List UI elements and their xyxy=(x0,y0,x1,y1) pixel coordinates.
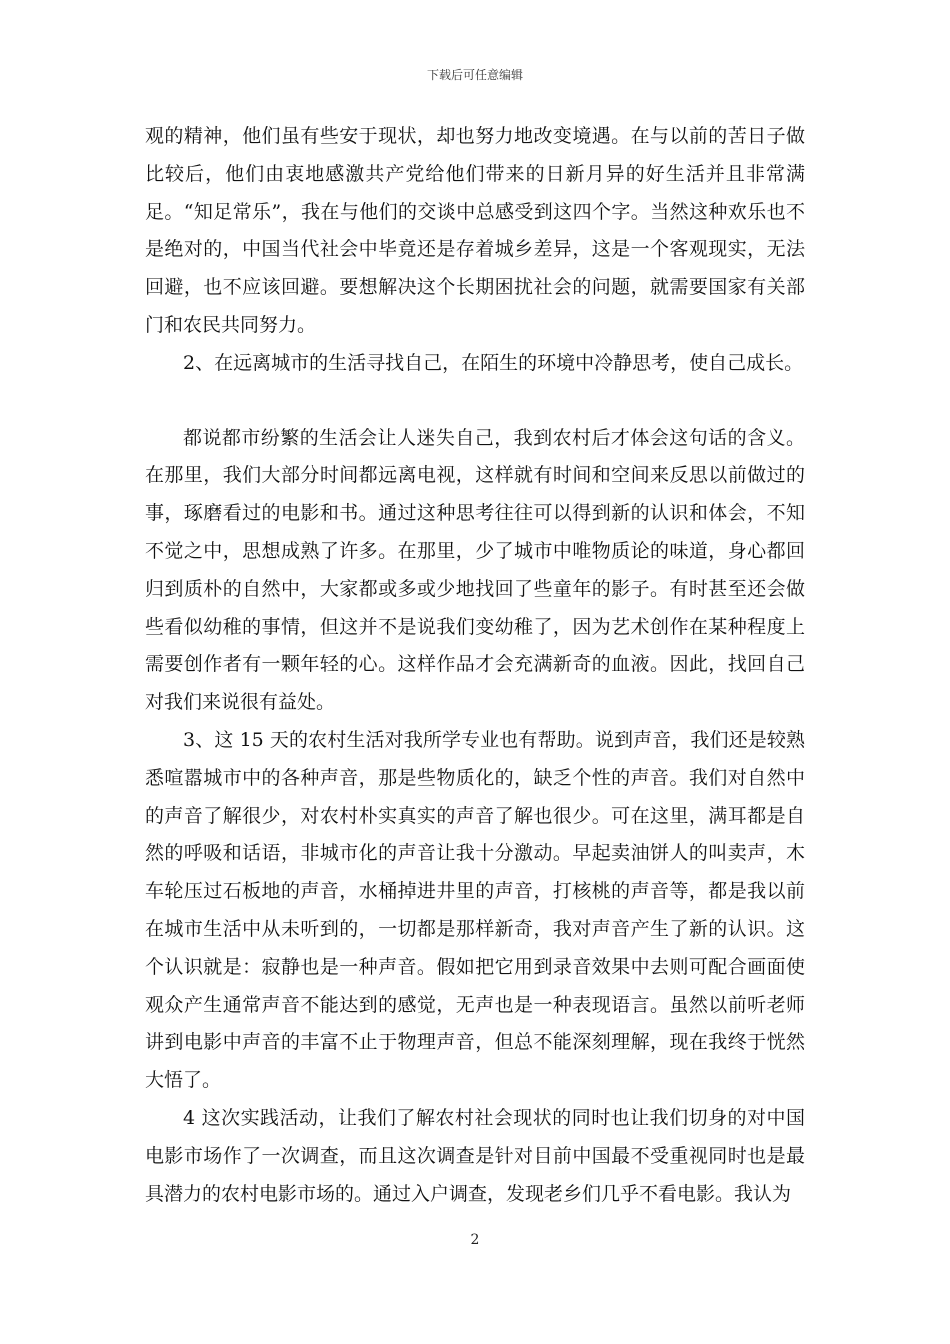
page-header-note: 下载后可任意编辑 xyxy=(426,68,523,82)
page-number: 2 xyxy=(470,1232,480,1248)
document-body xyxy=(145,118,805,1213)
paragraph-continuation: 观的精神，他们虽有些安于现状，却也努力地改变境遇。在与以前的苦日子做比较后，他们由衷地感激共产党给他们带来的日新月异的好生活并且非常满足。“知足常乐”，我在与他们的交谈中总感受到这四个字。当然这种欢乐也不是绝对的，中国当代社会中毕竟还是存着城乡差异，这是一个客观现实，无法回避，也不应该回避。要想解决这个长期困扰社会的问题，就需要国家有关部门和农民共同努力。 xyxy=(145,125,805,336)
paragraph-point-4-film-market: 4 这次实践活动，让我们了解农村社会现状的同时也让我们切身的对中国电影市场作了一次调查，而且这次调查是针对目前中国最不受重视同时也是最具潜力的农村电影市场的。通过入户调查，发现老乡们几乎不看电影。我认为 xyxy=(145,1106,805,1205)
paragraph-point-2-heading: 2、在远离城市的生活寻找自己，在陌生的环境中冷静思考，使自己成长。 xyxy=(183,351,804,374)
paragraph-finding-self: 都说都市纷繁的生活会让人迷失自己，我到农村后才体会这句话的含义。在那里，我们大部分时间都远离电视，这样就有时间和空间来反思以前做过的事，琢磨看过的电影和书。通过这种思考往往可以得到新的认识和体会，不知不觉之中，思想成熟了许多。在那里，少了城市中唯物质论的味道，身心都回归到质朴的自然中，大家都或多或少地找回了些童年的影子。有时甚至还会做些看似幼稚的事情，但这并不是说我们变幼稚了，因为艺术创作在某种程度上需要创作者有一颗年轻的心。这样作品才会充满新奇的血液。因此，找回自己对我们来说很有益处。 xyxy=(145,426,805,714)
paragraph-point-3-sound: 3、这 15 天的农村生活对我所学专业也有帮助。说到声音，我们还是较熟悉喧嚣城市中的各种声音，那是些物质化的，缺乏个性的声音。我们对自然中的声音了解很少，对农村朴实真实的声音了解也很少。可在这里，满耳都是自然的呼吸和话语，非城市化的声音让我十分激动。早起卖油饼人的叫卖声，木车轮压过石板地的声音，水桶掉进井里的声音，打核桃的声音等，都是我以前在城市生活中从未听到的，一切都是那样新奇，我对声音产生了新的认识。这个认识就是：寂静也是一种声音。假如把它用到录音效果中去则可配合画面使观众产生通常声音不能达到的感觉，无声也是一种表现语言。虽然以前听老师讲到电影中声音的丰富不止于物理声音，但总不能深刻理解，现在我终于恍然大悟了。 xyxy=(145,728,805,1092)
paragraph-spacer xyxy=(145,383,805,420)
